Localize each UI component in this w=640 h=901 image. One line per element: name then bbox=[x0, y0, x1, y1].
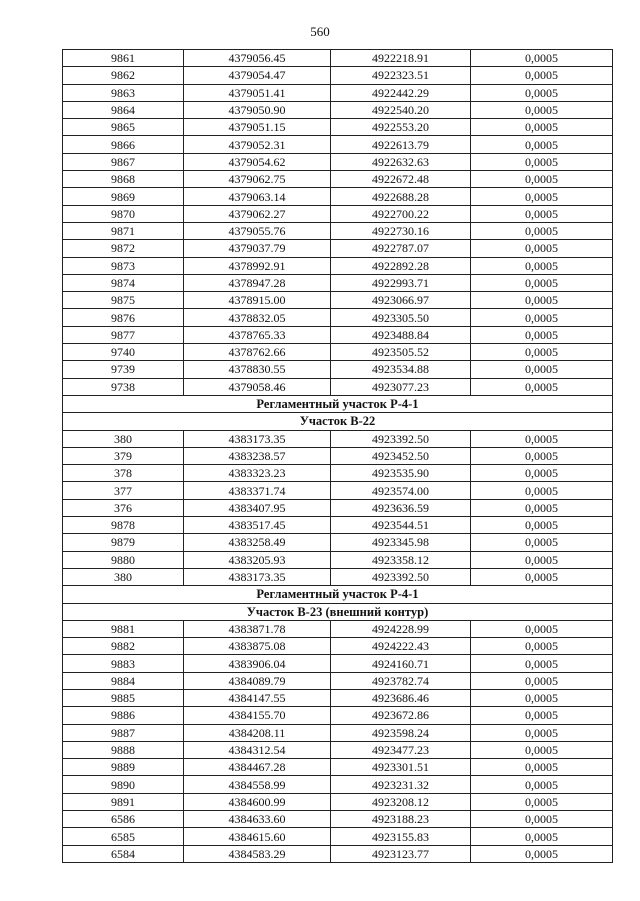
error-cell: 0,0005 bbox=[471, 84, 613, 101]
table-row bbox=[63, 50, 613, 67]
point-number-cell: 9880 bbox=[63, 551, 184, 568]
y-coordinate-cell: 4923452.50 bbox=[331, 447, 471, 464]
error-cell: 0,0005 bbox=[471, 638, 613, 655]
x-coordinate-cell: 4378830.55 bbox=[184, 361, 331, 378]
point-number-cell: 9862 bbox=[63, 67, 184, 84]
y-coordinate-cell: 4923123.77 bbox=[331, 845, 471, 862]
point-number-cell: 9886 bbox=[63, 707, 184, 724]
point-number-cell: 9888 bbox=[63, 741, 184, 758]
point-number-cell: 9872 bbox=[63, 240, 184, 257]
error-cell: 0,0005 bbox=[471, 361, 613, 378]
table-row bbox=[63, 361, 613, 378]
point-number-cell: 6585 bbox=[63, 828, 184, 845]
point-number-cell: 9879 bbox=[63, 534, 184, 551]
y-coordinate-cell: 4923535.90 bbox=[331, 465, 471, 482]
x-coordinate-cell: 4378765.33 bbox=[184, 326, 331, 343]
y-coordinate-cell: 4923231.32 bbox=[331, 776, 471, 793]
table-row bbox=[63, 499, 613, 516]
error-cell: 0,0005 bbox=[471, 101, 613, 118]
point-number-cell: 9864 bbox=[63, 101, 184, 118]
point-number-cell: 9863 bbox=[63, 84, 184, 101]
error-cell: 0,0005 bbox=[471, 724, 613, 741]
error-cell: 0,0005 bbox=[471, 119, 613, 136]
table-row bbox=[63, 240, 613, 257]
table-row bbox=[63, 153, 613, 170]
error-cell: 0,0005 bbox=[471, 551, 613, 568]
point-number-cell: 379 bbox=[63, 447, 184, 464]
point-number-cell: 9868 bbox=[63, 171, 184, 188]
page-number: 560 bbox=[310, 24, 330, 39]
y-coordinate-cell: 4923505.52 bbox=[331, 344, 471, 361]
x-coordinate-cell: 4383371.74 bbox=[184, 482, 331, 499]
table-row bbox=[63, 274, 613, 291]
error-cell: 0,0005 bbox=[471, 171, 613, 188]
error-cell: 0,0005 bbox=[471, 672, 613, 689]
error-cell: 0,0005 bbox=[471, 447, 613, 464]
y-coordinate-cell: 4923598.24 bbox=[331, 724, 471, 741]
point-number-cell: 9865 bbox=[63, 119, 184, 136]
x-coordinate-cell: 4384147.55 bbox=[184, 689, 331, 706]
point-number-cell: 9869 bbox=[63, 188, 184, 205]
coordinates-table bbox=[62, 49, 613, 863]
error-cell: 0,0005 bbox=[471, 517, 613, 534]
error-cell: 0,0005 bbox=[471, 326, 613, 343]
point-number-cell: 9867 bbox=[63, 153, 184, 170]
table-row bbox=[63, 447, 613, 464]
table-row bbox=[63, 568, 613, 585]
point-number-cell: 6586 bbox=[63, 811, 184, 828]
y-coordinate-cell: 4922632.63 bbox=[331, 153, 471, 170]
x-coordinate-cell: 4379052.31 bbox=[184, 136, 331, 153]
y-coordinate-cell: 4923672.86 bbox=[331, 707, 471, 724]
point-number-cell: 9861 bbox=[63, 50, 184, 67]
table-row bbox=[63, 638, 613, 655]
x-coordinate-cell: 4383173.35 bbox=[184, 568, 331, 585]
table-row bbox=[63, 482, 613, 499]
error-cell: 0,0005 bbox=[471, 465, 613, 482]
x-coordinate-cell: 4383173.35 bbox=[184, 430, 331, 447]
table-row bbox=[63, 101, 613, 118]
error-cell: 0,0005 bbox=[471, 811, 613, 828]
y-coordinate-cell: 4923155.83 bbox=[331, 828, 471, 845]
point-number-cell: 9738 bbox=[63, 378, 184, 395]
point-number-cell: 9884 bbox=[63, 672, 184, 689]
x-coordinate-cell: 4379050.90 bbox=[184, 101, 331, 118]
table-row bbox=[63, 741, 613, 758]
x-coordinate-cell: 4379054.47 bbox=[184, 67, 331, 84]
error-cell: 0,0005 bbox=[471, 309, 613, 326]
point-number-cell: 9870 bbox=[63, 205, 184, 222]
y-coordinate-cell: 4922993.71 bbox=[331, 274, 471, 291]
point-number-cell: 9873 bbox=[63, 257, 184, 274]
error-cell: 0,0005 bbox=[471, 153, 613, 170]
error-cell: 0,0005 bbox=[471, 274, 613, 291]
x-coordinate-cell: 4383205.93 bbox=[184, 551, 331, 568]
error-cell: 0,0005 bbox=[471, 205, 613, 222]
error-cell: 0,0005 bbox=[471, 620, 613, 637]
y-coordinate-cell: 4922218.91 bbox=[331, 50, 471, 67]
point-number-cell: 380 bbox=[63, 568, 184, 585]
error-cell: 0,0005 bbox=[471, 793, 613, 810]
table-row bbox=[63, 551, 613, 568]
error-cell: 0,0005 bbox=[471, 257, 613, 274]
point-number-cell: 9877 bbox=[63, 326, 184, 343]
x-coordinate-cell: 4383323.23 bbox=[184, 465, 331, 482]
table-row bbox=[63, 430, 613, 447]
point-number-cell: 377 bbox=[63, 482, 184, 499]
x-coordinate-cell: 4383258.49 bbox=[184, 534, 331, 551]
table-row bbox=[63, 326, 613, 343]
table-row bbox=[63, 793, 613, 810]
section-header: Регламентный участок Р-4-1 bbox=[63, 586, 613, 603]
error-cell: 0,0005 bbox=[471, 707, 613, 724]
error-cell: 0,0005 bbox=[471, 759, 613, 776]
error-cell: 0,0005 bbox=[471, 741, 613, 758]
table-row bbox=[63, 309, 613, 326]
point-number-cell: 9889 bbox=[63, 759, 184, 776]
error-cell: 0,0005 bbox=[471, 534, 613, 551]
point-number-cell: 376 bbox=[63, 499, 184, 516]
point-number-cell: 9887 bbox=[63, 724, 184, 741]
y-coordinate-cell: 4923077.23 bbox=[331, 378, 471, 395]
y-coordinate-cell: 4923686.46 bbox=[331, 689, 471, 706]
x-coordinate-cell: 4383906.04 bbox=[184, 655, 331, 672]
x-coordinate-cell: 4384467.28 bbox=[184, 759, 331, 776]
x-coordinate-cell: 4384558.99 bbox=[184, 776, 331, 793]
y-coordinate-cell: 4923392.50 bbox=[331, 568, 471, 585]
error-cell: 0,0005 bbox=[471, 430, 613, 447]
x-coordinate-cell: 4383238.57 bbox=[184, 447, 331, 464]
y-coordinate-cell: 4922323.51 bbox=[331, 67, 471, 84]
section-header-row bbox=[63, 603, 613, 620]
x-coordinate-cell: 4378915.00 bbox=[184, 292, 331, 309]
table-row bbox=[63, 465, 613, 482]
section-header: Регламентный участок Р-4-1 bbox=[63, 395, 613, 412]
y-coordinate-cell: 4922553.20 bbox=[331, 119, 471, 136]
x-coordinate-cell: 4379054.62 bbox=[184, 153, 331, 170]
table-row bbox=[63, 517, 613, 534]
section-header-row bbox=[63, 586, 613, 603]
point-number-cell: 9866 bbox=[63, 136, 184, 153]
x-coordinate-cell: 4378832.05 bbox=[184, 309, 331, 326]
x-coordinate-cell: 4384089.79 bbox=[184, 672, 331, 689]
x-coordinate-cell: 4383875.08 bbox=[184, 638, 331, 655]
y-coordinate-cell: 4923066.97 bbox=[331, 292, 471, 309]
error-cell: 0,0005 bbox=[471, 689, 613, 706]
x-coordinate-cell: 4379056.45 bbox=[184, 50, 331, 67]
y-coordinate-cell: 4923345.98 bbox=[331, 534, 471, 551]
table-row bbox=[63, 707, 613, 724]
x-coordinate-cell: 4384600.99 bbox=[184, 793, 331, 810]
x-coordinate-cell: 4384583.29 bbox=[184, 845, 331, 862]
x-coordinate-cell: 4383407.95 bbox=[184, 499, 331, 516]
table-row bbox=[63, 67, 613, 84]
table-row bbox=[63, 344, 613, 361]
section-header-row bbox=[63, 413, 613, 430]
error-cell: 0,0005 bbox=[471, 344, 613, 361]
x-coordinate-cell: 4384208.11 bbox=[184, 724, 331, 741]
error-cell: 0,0005 bbox=[471, 482, 613, 499]
y-coordinate-cell: 4922442.29 bbox=[331, 84, 471, 101]
y-coordinate-cell: 4923358.12 bbox=[331, 551, 471, 568]
error-cell: 0,0005 bbox=[471, 655, 613, 672]
point-number-cell: 380 bbox=[63, 430, 184, 447]
error-cell: 0,0005 bbox=[471, 776, 613, 793]
y-coordinate-cell: 4923782.74 bbox=[331, 672, 471, 689]
x-coordinate-cell: 4379055.76 bbox=[184, 222, 331, 239]
y-coordinate-cell: 4922787.07 bbox=[331, 240, 471, 257]
point-number-cell: 9871 bbox=[63, 222, 184, 239]
y-coordinate-cell: 4922700.22 bbox=[331, 205, 471, 222]
y-coordinate-cell: 4922613.79 bbox=[331, 136, 471, 153]
x-coordinate-cell: 4384312.54 bbox=[184, 741, 331, 758]
error-cell: 0,0005 bbox=[471, 188, 613, 205]
point-number-cell: 9883 bbox=[63, 655, 184, 672]
x-coordinate-cell: 4383871.78 bbox=[184, 620, 331, 637]
x-coordinate-cell: 4379058.46 bbox=[184, 378, 331, 395]
error-cell: 0,0005 bbox=[471, 240, 613, 257]
x-coordinate-cell: 4378762.66 bbox=[184, 344, 331, 361]
error-cell: 0,0005 bbox=[471, 845, 613, 862]
y-coordinate-cell: 4923636.59 bbox=[331, 499, 471, 516]
section-header: Участок В-23 (внешний контур) bbox=[63, 603, 613, 620]
x-coordinate-cell: 4379062.27 bbox=[184, 205, 331, 222]
point-number-cell: 378 bbox=[63, 465, 184, 482]
table-row bbox=[63, 689, 613, 706]
table-row bbox=[63, 378, 613, 395]
table-row bbox=[63, 811, 613, 828]
y-coordinate-cell: 4923477.23 bbox=[331, 741, 471, 758]
x-coordinate-cell: 4378992.91 bbox=[184, 257, 331, 274]
section-header-row bbox=[63, 395, 613, 412]
y-coordinate-cell: 4922672.48 bbox=[331, 171, 471, 188]
x-coordinate-cell: 4379063.14 bbox=[184, 188, 331, 205]
point-number-cell: 9876 bbox=[63, 309, 184, 326]
table-row bbox=[63, 136, 613, 153]
table-row bbox=[63, 759, 613, 776]
point-number-cell: 9878 bbox=[63, 517, 184, 534]
error-cell: 0,0005 bbox=[471, 292, 613, 309]
x-coordinate-cell: 4379051.15 bbox=[184, 119, 331, 136]
point-number-cell: 9875 bbox=[63, 292, 184, 309]
x-coordinate-cell: 4384615.60 bbox=[184, 828, 331, 845]
error-cell: 0,0005 bbox=[471, 50, 613, 67]
table-row bbox=[63, 845, 613, 862]
point-number-cell: 9740 bbox=[63, 344, 184, 361]
table-row bbox=[63, 188, 613, 205]
table-row bbox=[63, 205, 613, 222]
y-coordinate-cell: 4922688.28 bbox=[331, 188, 471, 205]
table-row bbox=[63, 776, 613, 793]
point-number-cell: 9891 bbox=[63, 793, 184, 810]
section-header: Участок В-22 bbox=[63, 413, 613, 430]
x-coordinate-cell: 4379037.79 bbox=[184, 240, 331, 257]
table-row bbox=[63, 171, 613, 188]
error-cell: 0,0005 bbox=[471, 378, 613, 395]
error-cell: 0,0005 bbox=[471, 222, 613, 239]
y-coordinate-cell: 4922892.28 bbox=[331, 257, 471, 274]
table-row bbox=[63, 257, 613, 274]
table-row bbox=[63, 119, 613, 136]
y-coordinate-cell: 4923488.84 bbox=[331, 326, 471, 343]
point-number-cell: 9890 bbox=[63, 776, 184, 793]
y-coordinate-cell: 4922540.20 bbox=[331, 101, 471, 118]
y-coordinate-cell: 4924160.71 bbox=[331, 655, 471, 672]
y-coordinate-cell: 4923574.00 bbox=[331, 482, 471, 499]
table-row bbox=[63, 534, 613, 551]
table-row bbox=[63, 222, 613, 239]
y-coordinate-cell: 4923188.23 bbox=[331, 811, 471, 828]
error-cell: 0,0005 bbox=[471, 67, 613, 84]
table-row bbox=[63, 724, 613, 741]
x-coordinate-cell: 4384155.70 bbox=[184, 707, 331, 724]
table-row bbox=[63, 620, 613, 637]
coordinates-table-body bbox=[63, 50, 613, 863]
point-number-cell: 6584 bbox=[63, 845, 184, 862]
x-coordinate-cell: 4384633.60 bbox=[184, 811, 331, 828]
y-coordinate-cell: 4923392.50 bbox=[331, 430, 471, 447]
y-coordinate-cell: 4923208.12 bbox=[331, 793, 471, 810]
point-number-cell: 9881 bbox=[63, 620, 184, 637]
x-coordinate-cell: 4379051.41 bbox=[184, 84, 331, 101]
y-coordinate-cell: 4924228.99 bbox=[331, 620, 471, 637]
x-coordinate-cell: 4379062.75 bbox=[184, 171, 331, 188]
y-coordinate-cell: 4924222.43 bbox=[331, 638, 471, 655]
point-number-cell: 9874 bbox=[63, 274, 184, 291]
y-coordinate-cell: 4923544.51 bbox=[331, 517, 471, 534]
error-cell: 0,0005 bbox=[471, 568, 613, 585]
error-cell: 0,0005 bbox=[471, 828, 613, 845]
x-coordinate-cell: 4383517.45 bbox=[184, 517, 331, 534]
point-number-cell: 9885 bbox=[63, 689, 184, 706]
y-coordinate-cell: 4923301.51 bbox=[331, 759, 471, 776]
table-row bbox=[63, 292, 613, 309]
y-coordinate-cell: 4922730.16 bbox=[331, 222, 471, 239]
table-row bbox=[63, 84, 613, 101]
point-number-cell: 9739 bbox=[63, 361, 184, 378]
table-row bbox=[63, 828, 613, 845]
x-coordinate-cell: 4378947.28 bbox=[184, 274, 331, 291]
error-cell: 0,0005 bbox=[471, 136, 613, 153]
error-cell: 0,0005 bbox=[471, 499, 613, 516]
y-coordinate-cell: 4923305.50 bbox=[331, 309, 471, 326]
y-coordinate-cell: 4923534.88 bbox=[331, 361, 471, 378]
point-number-cell: 9882 bbox=[63, 638, 184, 655]
table-row bbox=[63, 672, 613, 689]
table-row bbox=[63, 655, 613, 672]
